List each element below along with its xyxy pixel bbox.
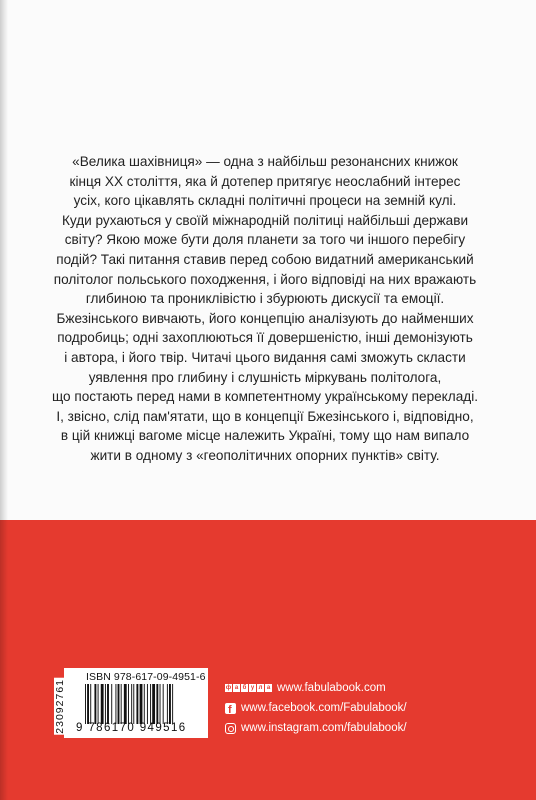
blurb-line: і автора, і його твір. Читачі цього видання самі зможуть скласти: [64, 349, 466, 365]
blurb-line: усіх, кого цікавлять складні політичні процеси на земній кулі.: [73, 193, 457, 209]
website-row[interactable]: [225, 678, 407, 698]
barcode-bar: [167, 684, 168, 724]
publisher-links: [225, 678, 407, 738]
barcode-bar: [107, 684, 109, 724]
blurb-line: глибиною та прониклівістю і збурюють дискусії та емоції.: [85, 291, 445, 307]
blurb-line: політолог польського походження, і його відповіді на них вражають: [53, 271, 477, 287]
barcode-bar: [169, 684, 171, 724]
barcode-bar: [156, 684, 158, 724]
red-cover-band: [0, 520, 536, 800]
blurb-line: в цій книжці вагоме місце належить Україні, тому що нам випало: [60, 428, 470, 444]
side-code: 23092761: [54, 679, 66, 734]
blurb-line: кінця ХХ століття, яка й дотепер притягує неослабний інтерес: [69, 173, 461, 189]
blurb-line: І, звісно, слід пам'ятати, що в концепції Бжезінського і, відповідно,: [56, 408, 474, 424]
barcode-bar: [98, 684, 99, 724]
barcode-bar: [105, 684, 106, 724]
barcode-bar: [94, 684, 96, 724]
barcode-bar: [128, 684, 129, 724]
barcode-bar: [90, 684, 91, 724]
instagram-link[interactable]: www.instagram.com/fabulabook/: [241, 722, 407, 734]
blurb-line: подій? Такі питання ставив перед собою видатний американський: [56, 251, 474, 267]
facebook-icon: [225, 703, 236, 714]
barcode-bars: [85, 684, 203, 724]
barcode-bar: [85, 684, 86, 724]
instagram-icon: [225, 723, 236, 734]
facebook-row[interactable]: [225, 698, 407, 718]
barcode-bar: [150, 684, 151, 724]
website-link[interactable]: www.fabulabook.com: [277, 682, 386, 694]
barcode-bar: [172, 684, 173, 724]
barcode-bar: [111, 684, 112, 724]
barcode-bar: [147, 684, 148, 724]
isbn-barcode: [54, 668, 208, 738]
instagram-row[interactable]: [225, 718, 407, 738]
blurb-line: подробиць; одні захоплюються її довершеністю, інші демонізують: [57, 330, 473, 346]
blurb-line: жити в одному з «геополітичних опорних пунктів» світу.: [90, 447, 440, 463]
barcode-bar: [140, 684, 143, 724]
blurb-line: «Велика шахівниця» — одна з найбільш резонансних книжок: [72, 154, 458, 169]
back-cover-blurb: [30, 152, 500, 466]
barcode-bar: [121, 684, 122, 724]
barcode-bar: [144, 684, 145, 724]
barcode-bar: [160, 684, 161, 724]
barcode-bar: [131, 684, 132, 724]
barcode-bar: [87, 684, 89, 724]
blurb-line: світу? Якою може бути доля планети за того чи іншого перебігу: [64, 232, 466, 248]
barcode-bar: [133, 684, 134, 724]
barcode-bar: [136, 684, 138, 724]
barcode-bar: [101, 684, 104, 724]
blurb-line: що постають перед нами в компетентному українському перекладі.: [51, 389, 479, 405]
publisher-logo: ф а б у л а: [225, 685, 271, 691]
barcode-bar: [118, 684, 120, 724]
isbn-label: ISBN 978-617-09-4951-6: [86, 671, 206, 683]
barcode-bar: [152, 684, 155, 724]
barcode-digits: 9 786170 949516: [76, 722, 187, 734]
facebook-link[interactable]: www.facebook.com/Fabulabook/: [241, 702, 407, 714]
barcode-bar: [163, 684, 164, 724]
barcode-bar: [115, 684, 116, 724]
spine-shadow: [0, 0, 8, 800]
barcode-bar: [124, 684, 127, 724]
blurb-line: Бжезінського вивчають, його концепцію аналізують до найменших: [56, 310, 474, 326]
blurb-line: уявлення про глибину і слушність міркувань політолога,: [88, 369, 442, 385]
blurb-line: Куди рухаються у своїй міжнародній політиці найбільші держави: [61, 212, 469, 228]
